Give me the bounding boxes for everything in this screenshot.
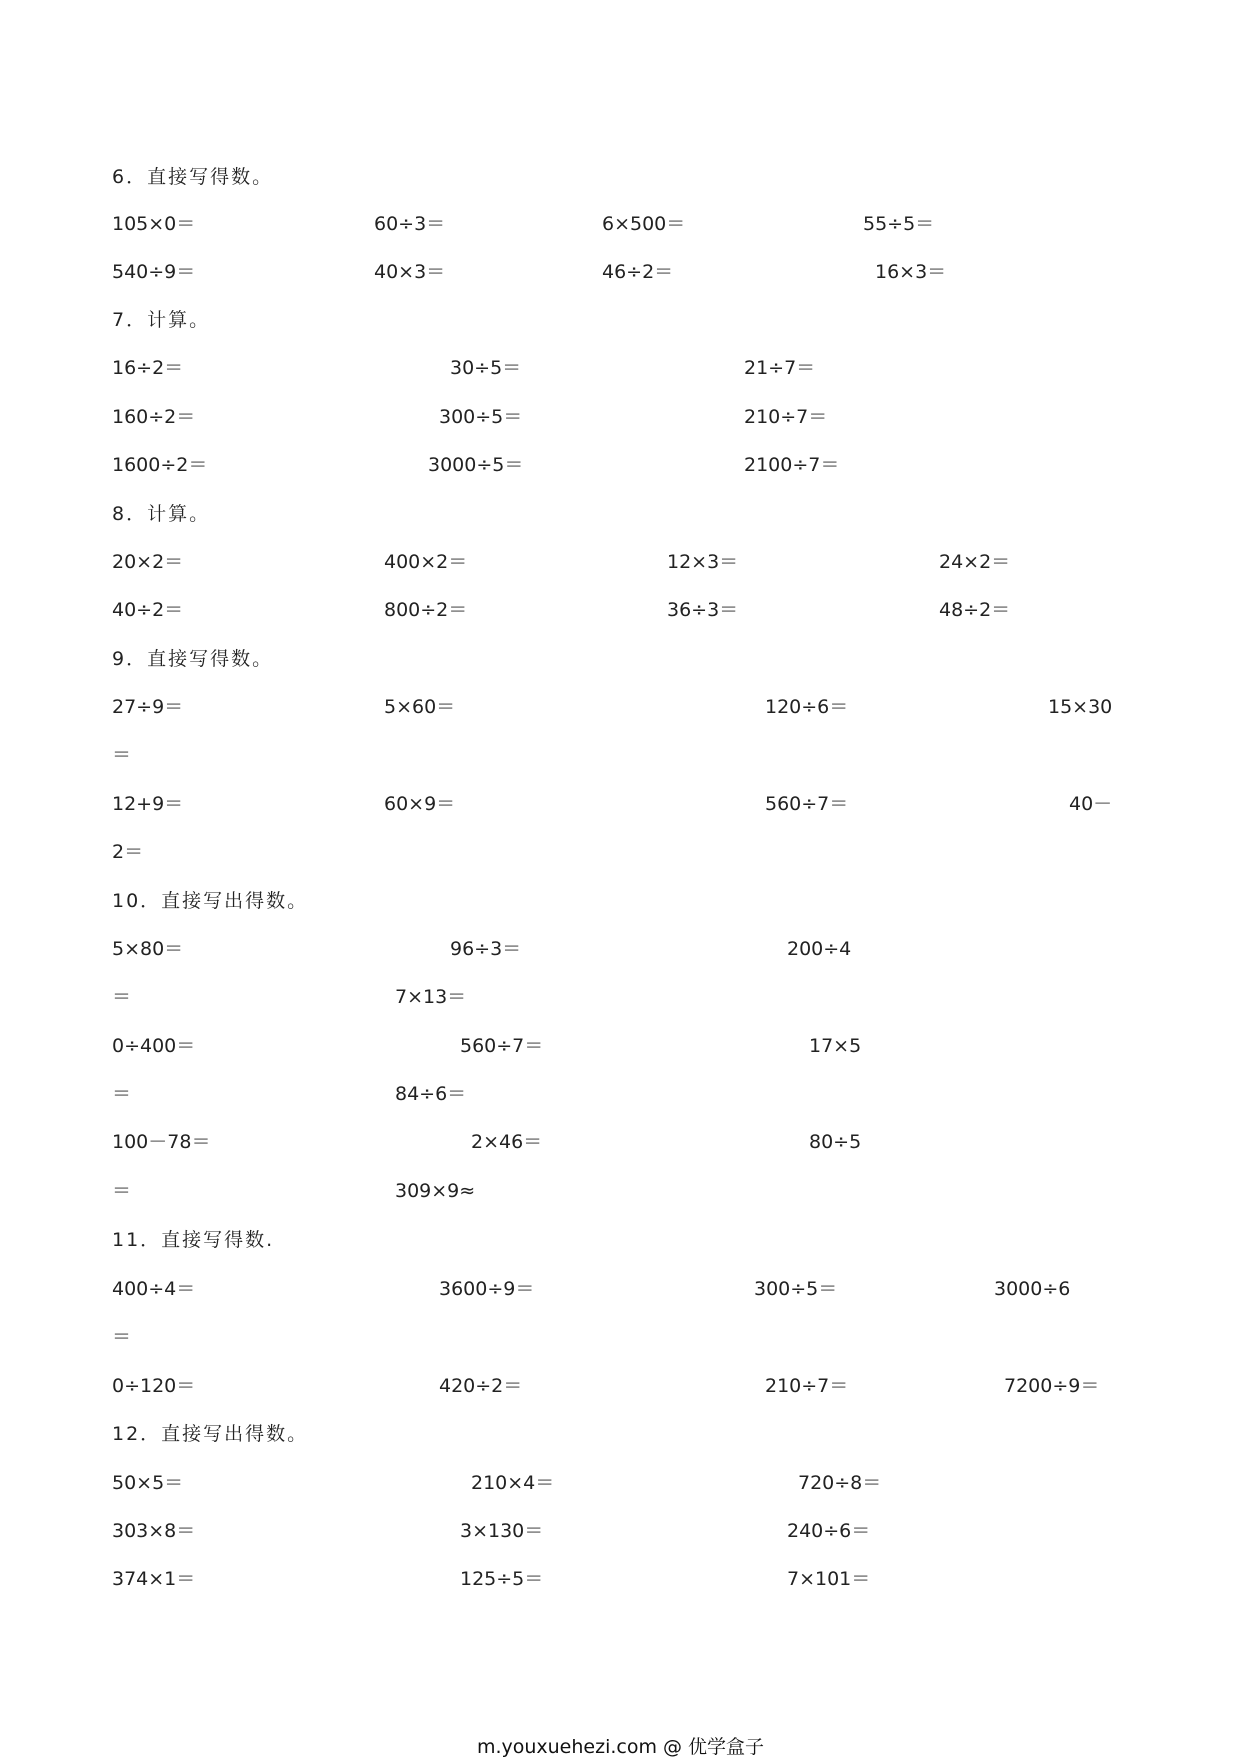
q10-item: 560÷7＝ <box>460 1035 544 1057</box>
q11-item: 400÷4＝ <box>112 1278 196 1300</box>
q10-item: 96÷3＝ <box>450 938 522 960</box>
q10-item: ＝ <box>112 1180 132 1202</box>
q12-item: 303×8＝ <box>112 1520 196 1542</box>
q6-item: 6×500＝ <box>602 213 686 235</box>
q10-item: 309×9≈ <box>395 1180 476 1202</box>
q9-item: 2＝ <box>112 841 144 863</box>
q11-item: ＝ <box>112 1326 132 1348</box>
q6-item: 55÷5＝ <box>863 213 935 235</box>
q10-item: 2×46＝ <box>471 1131 543 1153</box>
q12-item: 3×130＝ <box>460 1520 544 1542</box>
q9-item: 60×9＝ <box>384 793 456 815</box>
q9-title: 9．直接写得数。 <box>112 648 274 670</box>
q7-item: 16÷2＝ <box>112 357 184 379</box>
q11-item: 300÷5＝ <box>754 1278 838 1300</box>
q6-title: 6．直接写得数。 <box>112 166 274 188</box>
q6-item: 40×3＝ <box>374 261 446 283</box>
q6-item: 540÷9＝ <box>112 261 196 283</box>
q10-item: ＝ <box>112 1083 132 1105</box>
q10-item: 80÷5 <box>809 1131 862 1153</box>
q10-item: 100－78＝ <box>112 1131 211 1153</box>
q8-item: 48÷2＝ <box>939 599 1011 621</box>
q6-item: 105×0＝ <box>112 213 196 235</box>
q9-item: 12+9＝ <box>112 793 184 815</box>
q11-item: 3000÷6 <box>994 1278 1071 1300</box>
q7-title: 7．计算。 <box>112 309 211 331</box>
q8-item: 40÷2＝ <box>112 599 184 621</box>
q9-item: 5×60＝ <box>384 696 456 718</box>
q10-item: 0÷400＝ <box>112 1035 196 1057</box>
q11-item: 3600÷9＝ <box>439 1278 535 1300</box>
q9-item: 27÷9＝ <box>112 696 184 718</box>
q10-item: 5×80＝ <box>112 938 184 960</box>
q12-item: 125÷5＝ <box>460 1568 544 1590</box>
q7-item: 1600÷2＝ <box>112 454 208 476</box>
q7-item: 210÷7＝ <box>744 406 828 428</box>
q11-item: 420÷2＝ <box>439 1375 523 1397</box>
q7-item: 21÷7＝ <box>744 357 816 379</box>
q10-item: ＝ <box>112 986 132 1008</box>
q8-item: 20×2＝ <box>112 551 184 573</box>
q10-item: 17×5 <box>809 1035 862 1057</box>
q8-item: 36÷3＝ <box>667 599 739 621</box>
q8-title: 8．计算。 <box>112 503 211 525</box>
q8-item: 800÷2＝ <box>384 599 468 621</box>
q9-item: 120÷6＝ <box>765 696 849 718</box>
q12-item: 240÷6＝ <box>787 1520 871 1542</box>
q11-item: 210÷7＝ <box>765 1375 849 1397</box>
q10-title: 10．直接写出得数。 <box>112 890 309 912</box>
q7-item: 160÷2＝ <box>112 406 196 428</box>
q12-item: 210×4＝ <box>471 1472 555 1494</box>
q7-item: 300÷5＝ <box>439 406 523 428</box>
q7-item: 3000÷5＝ <box>428 454 524 476</box>
q10-item: 7×13＝ <box>395 986 467 1008</box>
footer-watermark: m.youxuehezi.com @ 优学盒子 <box>476 1736 765 1758</box>
q11-item: 0÷120＝ <box>112 1375 196 1397</box>
q8-item: 24×2＝ <box>939 551 1011 573</box>
q7-item: 30÷5＝ <box>450 357 522 379</box>
q9-item: 560÷7＝ <box>765 793 849 815</box>
q9-item: 15×30 <box>1048 696 1113 718</box>
q12-item: 7×101＝ <box>787 1568 871 1590</box>
q9-item: ＝ <box>112 744 132 766</box>
q11-title: 11．直接写得数. <box>112 1229 275 1251</box>
q12-item: 50×5＝ <box>112 1472 184 1494</box>
q7-item: 2100÷7＝ <box>744 454 840 476</box>
q11-item: 7200÷9＝ <box>1004 1375 1100 1397</box>
q8-item: 400×2＝ <box>384 551 468 573</box>
q8-item: 12×3＝ <box>667 551 739 573</box>
q12-title: 12．直接写出得数。 <box>112 1423 309 1445</box>
q10-item: 200÷4 <box>787 938 852 960</box>
q9-item: 40－ <box>1069 793 1113 815</box>
q12-item: 720÷8＝ <box>798 1472 882 1494</box>
q6-item: 46÷2＝ <box>602 261 674 283</box>
q6-item: 60÷3＝ <box>374 213 446 235</box>
q12-item: 374×1＝ <box>112 1568 196 1590</box>
q6-item: 16×3＝ <box>875 261 947 283</box>
q10-item: 84÷6＝ <box>395 1083 467 1105</box>
